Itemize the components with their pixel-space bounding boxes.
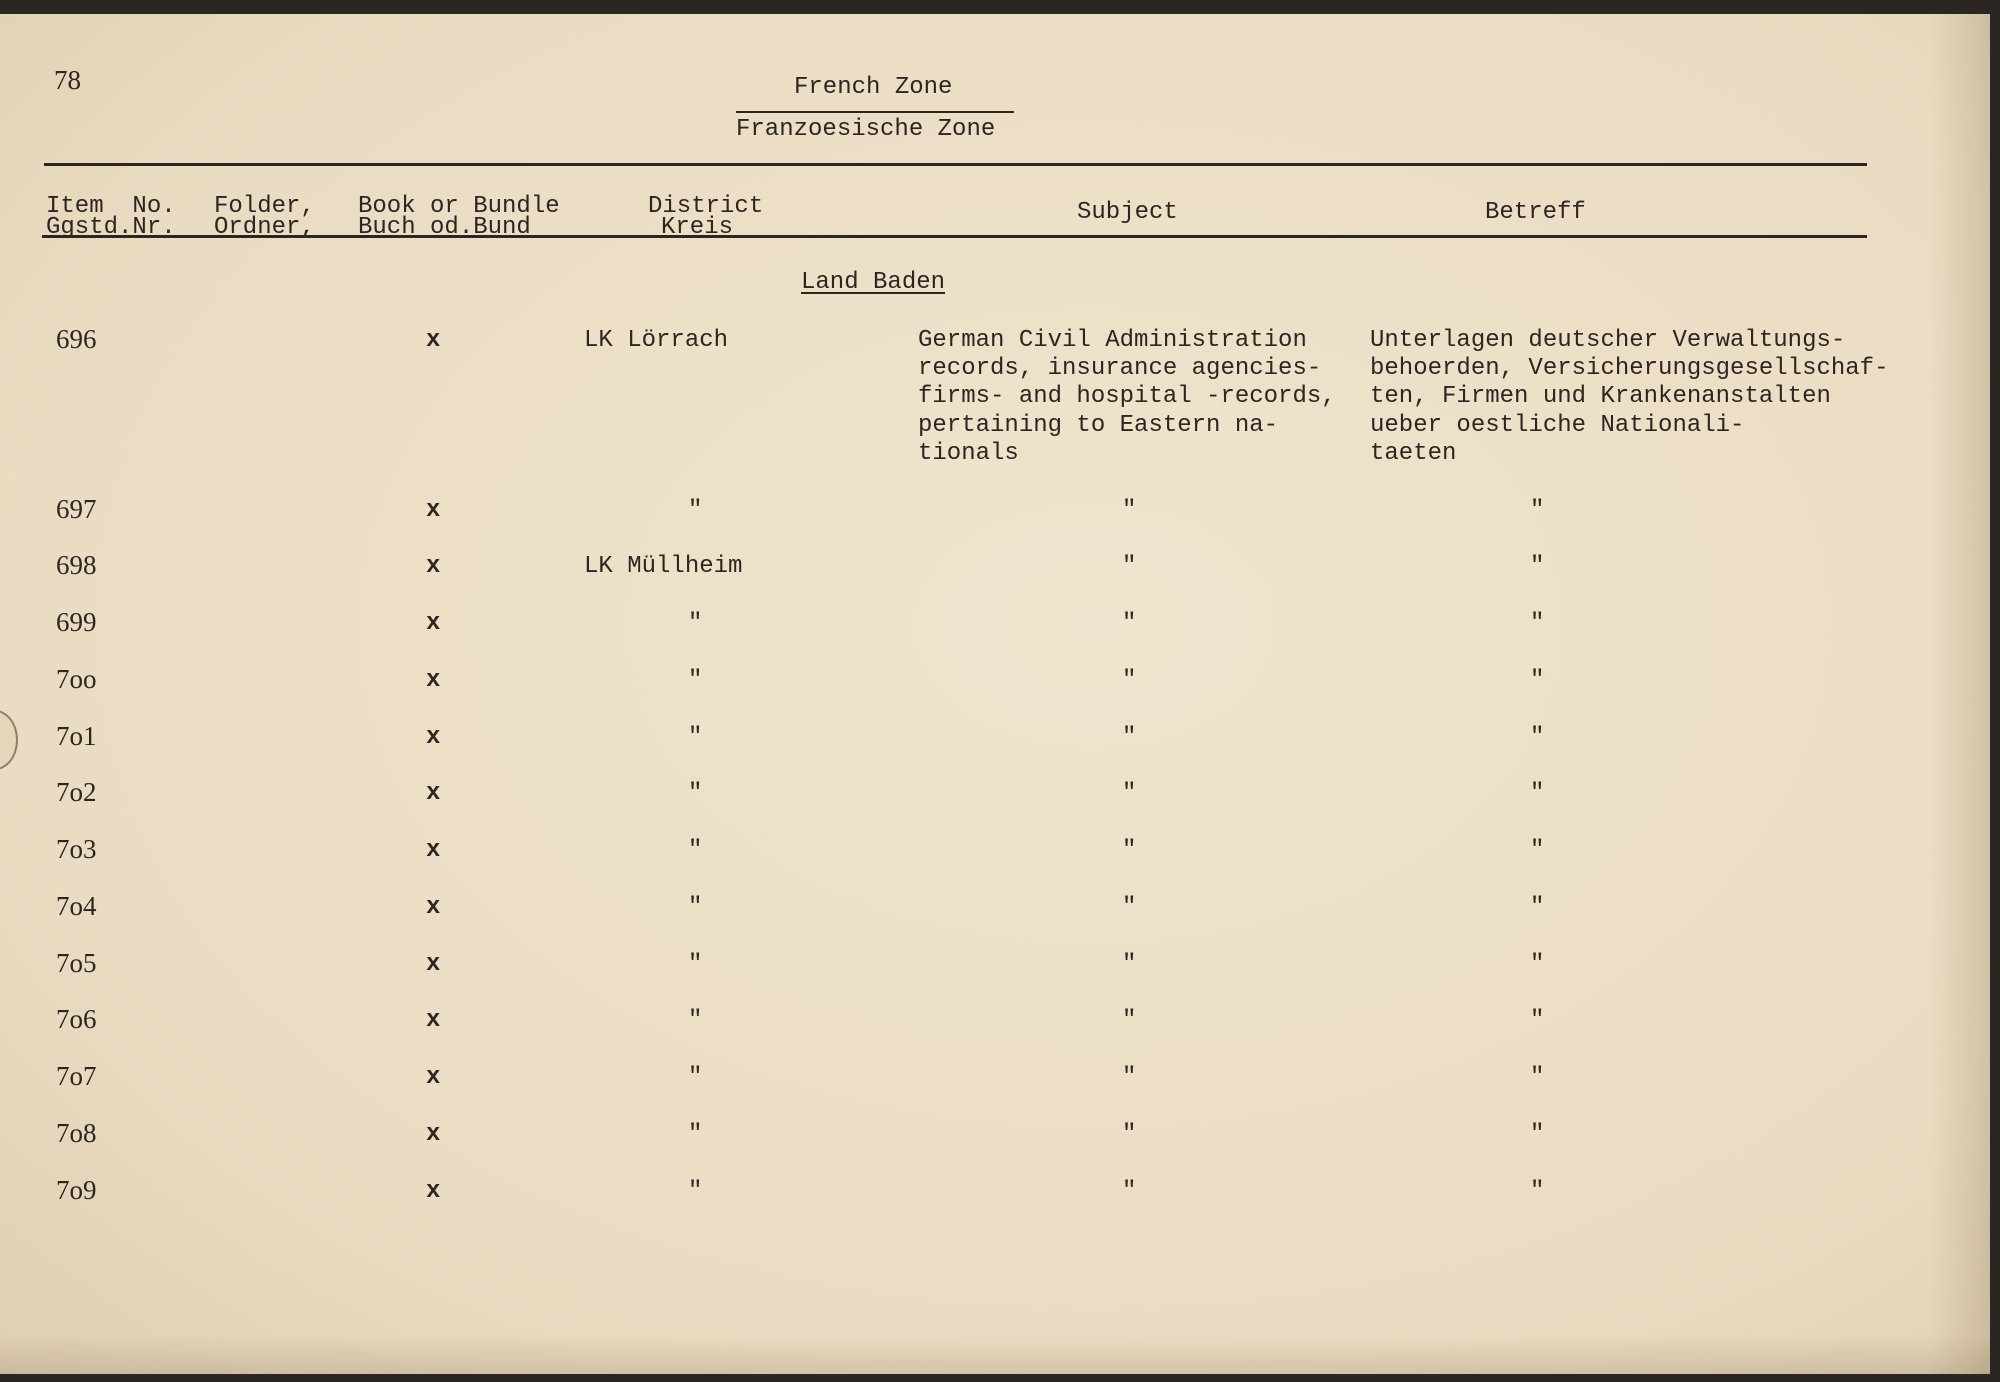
- header-betreff: Betreff: [1485, 199, 1586, 226]
- district-ditto: ": [688, 667, 703, 694]
- subject-ditto: ": [1122, 780, 1137, 807]
- book-mark: x: [426, 1121, 441, 1148]
- book-mark: x: [426, 837, 441, 864]
- subject-ditto: ": [1122, 667, 1137, 694]
- item-number: 698: [56, 550, 97, 580]
- betreff-ditto: ": [1530, 1121, 1545, 1148]
- item-number: 699: [56, 607, 97, 637]
- item-number: 697: [56, 494, 97, 524]
- betreff-ditto: ": [1530, 951, 1545, 978]
- item-number: 7oo: [56, 664, 97, 694]
- subject-ditto: ": [1122, 610, 1137, 637]
- subject-ditto: ": [1122, 837, 1137, 864]
- district-ditto: ": [688, 1064, 703, 1091]
- book-mark: x: [426, 667, 441, 694]
- header-book-en: Book or Bundle: [358, 193, 560, 220]
- subject-line: tionals: [918, 440, 1019, 467]
- book-mark: x: [426, 497, 441, 524]
- district-ditto: ": [688, 780, 703, 807]
- item-number: 7o1: [56, 721, 97, 751]
- district-ditto: ": [688, 1178, 703, 1205]
- betreff-ditto: ": [1530, 667, 1545, 694]
- betreff-line: ten, Firmen und Krankenanstalten: [1370, 383, 1831, 410]
- subject-line: firms- and hospital -records,: [918, 383, 1336, 410]
- document-page: [0, 14, 1990, 1374]
- header-district-de: Kreis: [661, 214, 734, 241]
- item-number: 7o2: [56, 777, 97, 807]
- district-ditto: ": [688, 894, 703, 921]
- header-subject: Subject: [1077, 199, 1178, 226]
- book-mark: x: [426, 327, 441, 354]
- section-title: Land Baden: [801, 269, 946, 296]
- book-mark: x: [426, 1064, 441, 1091]
- zone-title-en: French Zone: [794, 74, 953, 101]
- book-mark: x: [426, 780, 441, 807]
- district-ditto: ": [688, 1121, 703, 1148]
- item-number: 696: [56, 324, 97, 354]
- header-top-rule: [44, 163, 1867, 166]
- item-number: 7o7: [56, 1061, 97, 1091]
- header-folder-en: Folder,: [214, 193, 315, 220]
- binding-hole: [0, 710, 18, 770]
- zone-title-de: Franzoesische Zone: [736, 116, 996, 143]
- item-number: 7o9: [56, 1175, 97, 1205]
- betreff-line: taeten: [1370, 440, 1457, 467]
- subject-ditto: ": [1122, 1178, 1137, 1205]
- betreff-ditto: ": [1530, 1007, 1545, 1034]
- betreff-ditto: ": [1530, 780, 1545, 807]
- item-number: 7o8: [56, 1118, 97, 1148]
- book-mark: x: [426, 553, 441, 580]
- betreff-line: behoerden, Versicherungsgesellschaf-: [1370, 355, 1889, 382]
- betreff-ditto: ": [1530, 894, 1545, 921]
- subject-ditto: ": [1122, 1121, 1137, 1148]
- book-mark: x: [426, 1178, 441, 1205]
- subject-ditto: ": [1122, 894, 1137, 921]
- district-ditto: ": [688, 837, 703, 864]
- title-underline: [736, 111, 1014, 113]
- subject-ditto: ": [1122, 553, 1137, 580]
- subject-line: records, insurance agencies-: [918, 355, 1322, 382]
- betreff-ditto: ": [1530, 610, 1545, 637]
- betreff-ditto: ": [1530, 1178, 1545, 1205]
- page-shadow-bottom: [0, 1334, 1990, 1374]
- header-book-de: Buch od.Bund: [358, 214, 531, 241]
- header-district-en: District: [648, 193, 764, 220]
- betreff-ditto: ": [1530, 1064, 1545, 1091]
- page-number: 78: [54, 65, 81, 95]
- district-ditto: ": [688, 951, 703, 978]
- district-name: LK Lörrach: [584, 327, 729, 354]
- district-ditto: ": [688, 610, 703, 637]
- subject-ditto: ": [1122, 1064, 1137, 1091]
- subject-ditto: ": [1122, 1007, 1137, 1034]
- book-mark: x: [426, 951, 441, 978]
- item-number: 7o3: [56, 834, 97, 864]
- betreff-ditto: ": [1530, 724, 1545, 751]
- district-ditto: ": [688, 1007, 703, 1034]
- subject-line: German Civil Administration: [918, 327, 1307, 354]
- item-number: 7o4: [56, 891, 97, 921]
- betreff-line: ueber oestliche Nationali-: [1370, 412, 1745, 439]
- subject-ditto: ": [1122, 951, 1137, 978]
- betreff-line: Unterlagen deutscher Verwaltungs-: [1370, 327, 1846, 354]
- subject-ditto: ": [1122, 724, 1137, 751]
- betreff-ditto: ": [1530, 497, 1545, 524]
- page-shadow-right: [1930, 14, 1990, 1374]
- item-number: 7o6: [56, 1004, 97, 1034]
- book-mark: x: [426, 894, 441, 921]
- book-mark: x: [426, 724, 441, 751]
- header-item-de: Ggstd.Nr.: [46, 214, 176, 241]
- book-mark: x: [426, 610, 441, 637]
- header-item-en: Item No.: [46, 193, 176, 220]
- subject-line: pertaining to Eastern na-: [918, 412, 1279, 439]
- district-name: LK Müllheim: [584, 553, 743, 580]
- subject-ditto: ": [1122, 497, 1137, 524]
- district-ditto: ": [688, 497, 703, 524]
- betreff-ditto: ": [1530, 837, 1545, 864]
- item-number: 7o5: [56, 948, 97, 978]
- header-bottom-rule: [42, 235, 1867, 238]
- district-ditto: ": [688, 724, 703, 751]
- header-folder-de: Ordner,: [214, 214, 315, 241]
- betreff-ditto: ": [1530, 553, 1545, 580]
- book-mark: x: [426, 1007, 441, 1034]
